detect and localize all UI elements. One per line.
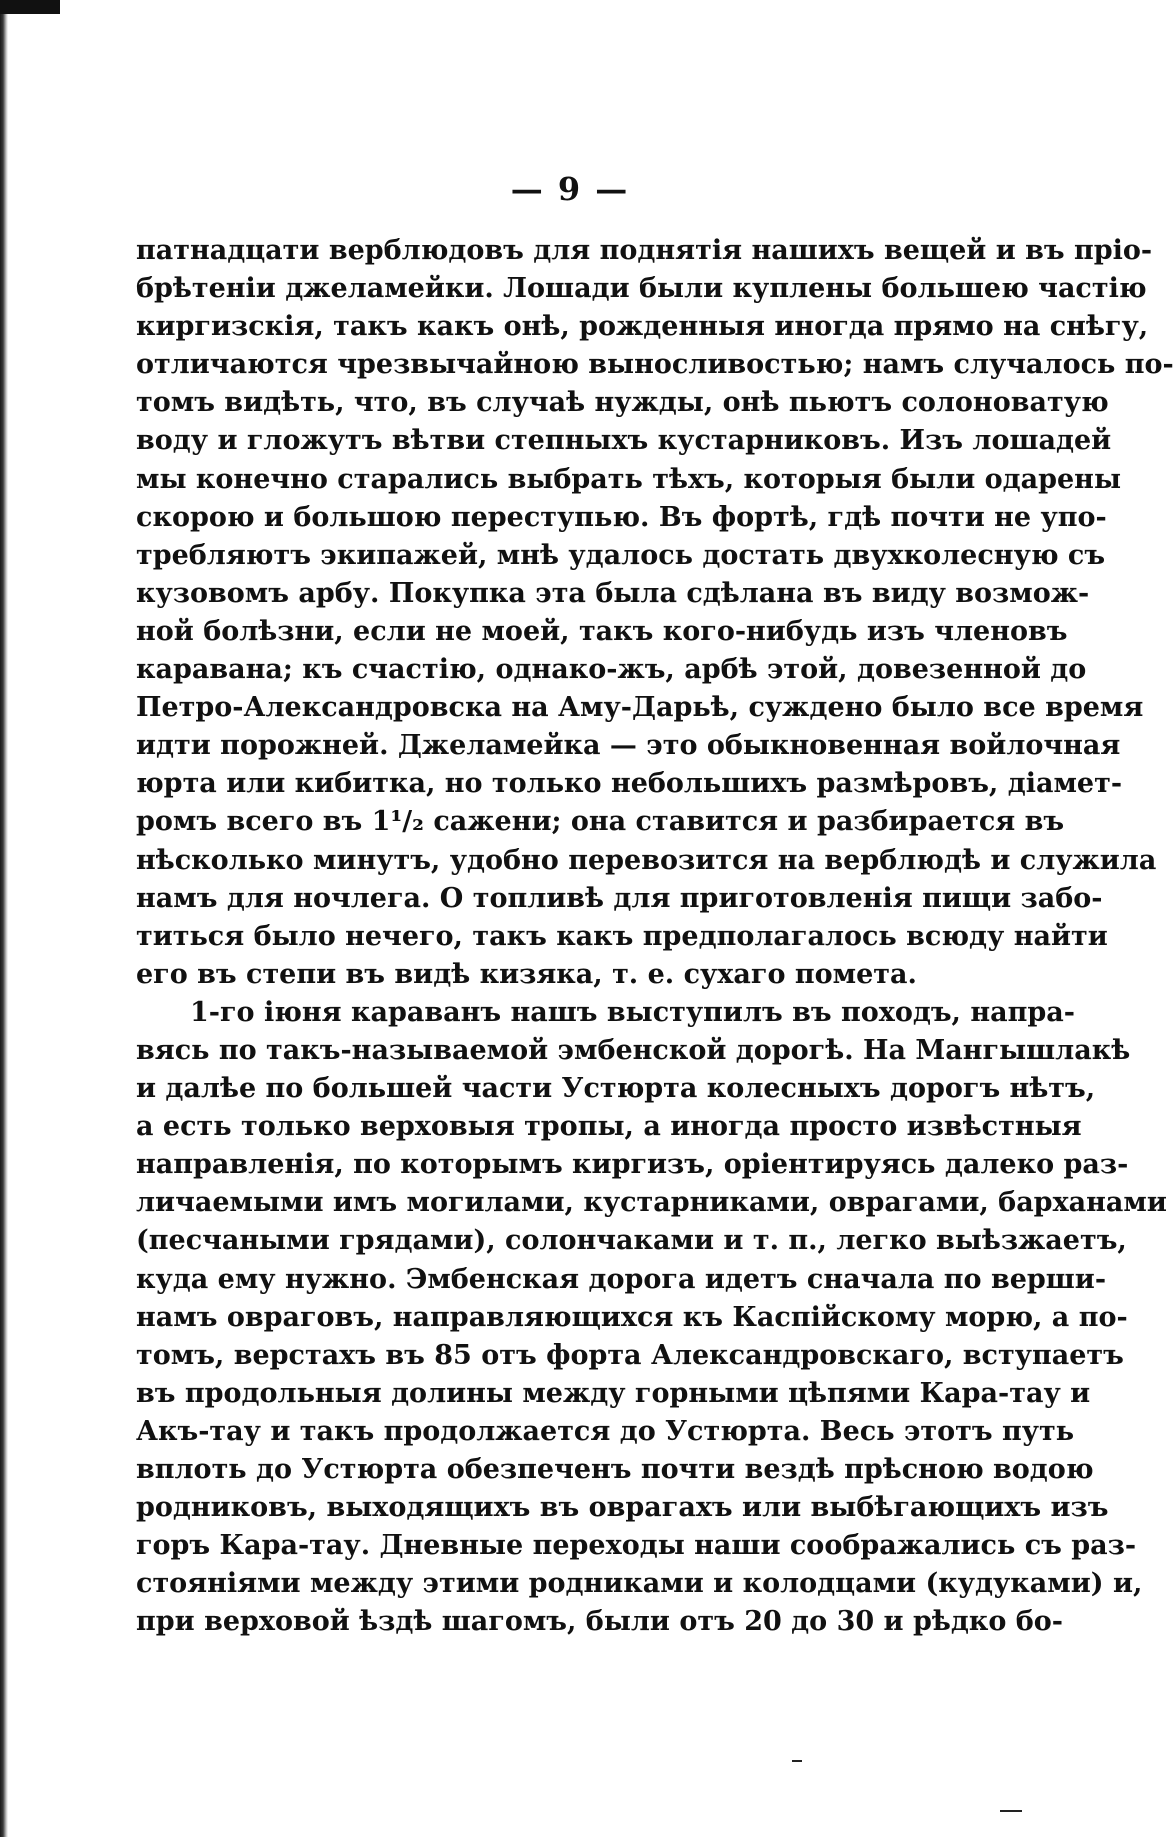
text-line: ромъ всего въ 1¹/₂ сажени; она ставится и разбирается въ [136, 806, 1065, 838]
binding-mark [0, 0, 60, 14]
text-line: 1-го іюня караванъ нашъ выступилъ въ походъ, напра- [190, 996, 1075, 1028]
text-line: нѣсколько минутъ, удобно перевозится на верблюдѣ и служила [136, 844, 1157, 876]
text-line: киргизскія, такъ какъ онѣ, рожденныя иногда прямо на снѣгу, [136, 311, 1149, 343]
text-line: въ продольныя долины между горными цѣпями Кара-тау и [136, 1377, 1091, 1409]
text-line: Петро-Александровска на Аму-Дарьѣ, суждено было все время [136, 692, 1144, 724]
text-line: стояніями между этими родниками и колодцами (кудуками) и, [136, 1568, 1143, 1600]
page-number: — 9 — [510, 170, 630, 208]
scan-speck [792, 1760, 802, 1762]
paragraph [136, 994, 1167, 1642]
text-line: Акъ-тау и такъ продолжается до Устюрта. Весь этотъ путь [136, 1415, 1075, 1447]
paragraph [136, 232, 1174, 994]
text-line: брѣтеніи джеламейки. Лошади были куплены большею частію [136, 273, 1147, 305]
text-line: кузовомъ арбу. Покупка эта была сдѣлана въ виду возмож- [136, 577, 1090, 609]
text-line: намъ овраговъ, направляющихся къ Каспійскому морю, а по- [136, 1301, 1128, 1333]
text-line: ной болѣзни, если не моей, такъ кого-нибудь изъ членовъ [136, 615, 1068, 647]
text-line: вясь по такъ-называемой эмбенской дорогѣ. На Мангышлакѣ [136, 1034, 1131, 1066]
text-line: намъ для ночлега. О топливѣ для приготовленія пищи забо- [136, 882, 1103, 914]
text-line: идти порожней. Джеламейка — это обыкновенная войлочная [136, 730, 1121, 762]
text-line: при верховой ѣздѣ шагомъ, были отъ 20 до 30 и рѣдко бо- [136, 1606, 1063, 1638]
text-line: горъ Кара-тау. Дневные переходы наши соображались съ раз- [136, 1530, 1137, 1562]
text-line: томъ видѣть, что, въ случаѣ нужды, онѣ пьютъ солоноватую [136, 387, 1109, 419]
text-line: вплоть до Устюрта обезпеченъ почти вездѣ прѣсною водою [136, 1454, 1094, 1485]
text-line: требляютъ экипажей, мнѣ удалось достать двухколесную съ [136, 539, 1106, 571]
text-line: (песчаными грядами), солончаками и т. п., легко выѣзжаетъ, [136, 1225, 1127, 1257]
scan-speck [1000, 1810, 1022, 1812]
text-line: титься было нечего, такъ какъ предполагалось всюду найти [136, 920, 1108, 952]
text-line: его въ степи въ видѣ кизяка, т. е. сухаго помета. [136, 958, 917, 990]
text-line: родниковъ, выходящихъ въ оврагахъ или выбѣгающихъ изъ [136, 1492, 1109, 1524]
text-line: томъ, верстахъ въ 85 отъ форта Александровскаго, вступаетъ [136, 1339, 1124, 1371]
text-line: отличаются чрезвычайною выносливостью; намъ случалось по- [136, 349, 1174, 381]
text-line: патнадцати верблюдовъ для поднятія нашихъ вещей и въ пріо- [136, 235, 1153, 266]
text-line: каравана; къ счастію, однако-жъ, арбѣ этой, довезенной до [136, 654, 1087, 686]
text-line: и далѣе по большей части Устюрта колесныхъ дорогъ нѣтъ, [136, 1073, 1096, 1105]
text-line: юрта или кибитка, но только небольшихъ размѣровъ, діамет- [136, 768, 1123, 800]
text-line: куда ему нужно. Эмбенская дорога идетъ сначала по верши- [136, 1263, 1107, 1295]
text-line: а есть только верховыя тропы, а иногда просто извѣстныя [136, 1111, 1082, 1143]
text-line: воду и гложутъ вѣтви степныхъ кустарниковъ. Изъ лошадей [136, 425, 1112, 457]
text-line: направленія, по которымъ киргизъ, оріентируясь далеко раз- [136, 1149, 1129, 1181]
binding-edge [0, 0, 8, 1837]
text-line: личаемыми имъ могилами, кустарниками, оврагами, барханами [136, 1187, 1167, 1219]
body-text [136, 232, 1174, 1641]
text-line: мы конечно старались выбрать тѣхъ, которыя были одарены [136, 463, 1122, 495]
text-line: скорою и большою переступью. Въ фортѣ, гдѣ почти не упо- [136, 501, 1107, 533]
